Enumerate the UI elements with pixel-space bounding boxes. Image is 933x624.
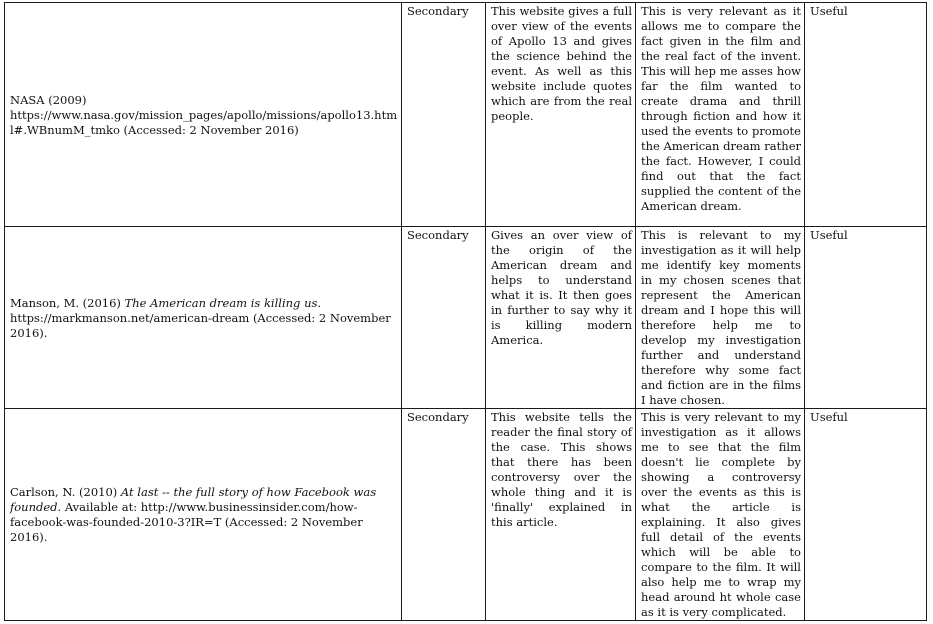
citation-text: NASA (2009) https://www.nasa.gov/mission_pages/apollo/missions/apollo13.html#.WBnumM_tmko (Accessed: 2 November 2016) xyxy=(10,92,398,137)
summary-cell: This website gives a full over view of the events of Apollo 13 and gives the science behind the event. As well as this website include quotes which are from the real people. xyxy=(486,3,636,227)
summary-cell: This website tells the reader the final story of the case. This shows that there has been controversy over the whole thing and it is 'finally' explained in this article. xyxy=(486,409,636,621)
table-row xyxy=(5,409,927,621)
rating-cell: Useful xyxy=(805,3,927,227)
source-type-cell: Secondary xyxy=(402,227,486,409)
citation-title: At last -- the full story of how Facebook was founded xyxy=(10,485,377,514)
bibliography-table xyxy=(4,2,927,621)
table-row xyxy=(5,227,927,409)
summary-cell: Gives an over view of the origin of the American dream and helps to understand what it is. It then goes in further to say why it is killing modern America. xyxy=(486,227,636,409)
citation-details: . Available at: http://www.businessinsider.com/how-facebook-was-founded-2010-3?IR=T (Accessed: 2 November 2016). xyxy=(10,500,363,544)
citation-text: Carlson, N. (2010) xyxy=(10,485,121,499)
relevance-cell: This is very relevant to my investigation as it allows me to see that the film doesn't lie complete by showing a controversy over the events as this is what the article is explaining. It also gives full detail of the events which will be able to compare to the film. It will also help me to wrap my head around ht whole case as it is very complicated. xyxy=(636,409,805,621)
citation-title: The American dream is killing us xyxy=(124,295,318,310)
source-type-cell: Secondary xyxy=(402,409,486,621)
citation-details: . https://markmanson.net/american-dream (Accessed: 2 November 2016). xyxy=(10,295,391,340)
source-type-cell: Secondary xyxy=(402,3,486,227)
source-citation-cell xyxy=(5,3,402,227)
relevance-cell: This is relevant to my investigation as it will help me identify key moments in my chosen scenes that represent the American dream and I hope this will therefore help me to develop my investigation further and understand therefore why some fact and fiction are in the films I have chosen. xyxy=(636,227,805,409)
source-citation-cell xyxy=(5,409,402,621)
rating-cell: Useful xyxy=(805,409,927,621)
relevance-cell: This is very relevant as it allows me to compare the fact given in the film and the real fact of the invent. This will hep me asses how far the film wanted to create drama and thrill through fiction and how it used the events to promote the American dream rather the fact. However, I could find out that the fact supplied the content of the American dream. xyxy=(636,3,805,227)
table-row xyxy=(5,3,927,227)
rating-cell: Useful xyxy=(805,227,927,409)
citation-text: Manson, M. (2016) xyxy=(10,295,125,310)
source-citation-cell xyxy=(5,227,402,409)
